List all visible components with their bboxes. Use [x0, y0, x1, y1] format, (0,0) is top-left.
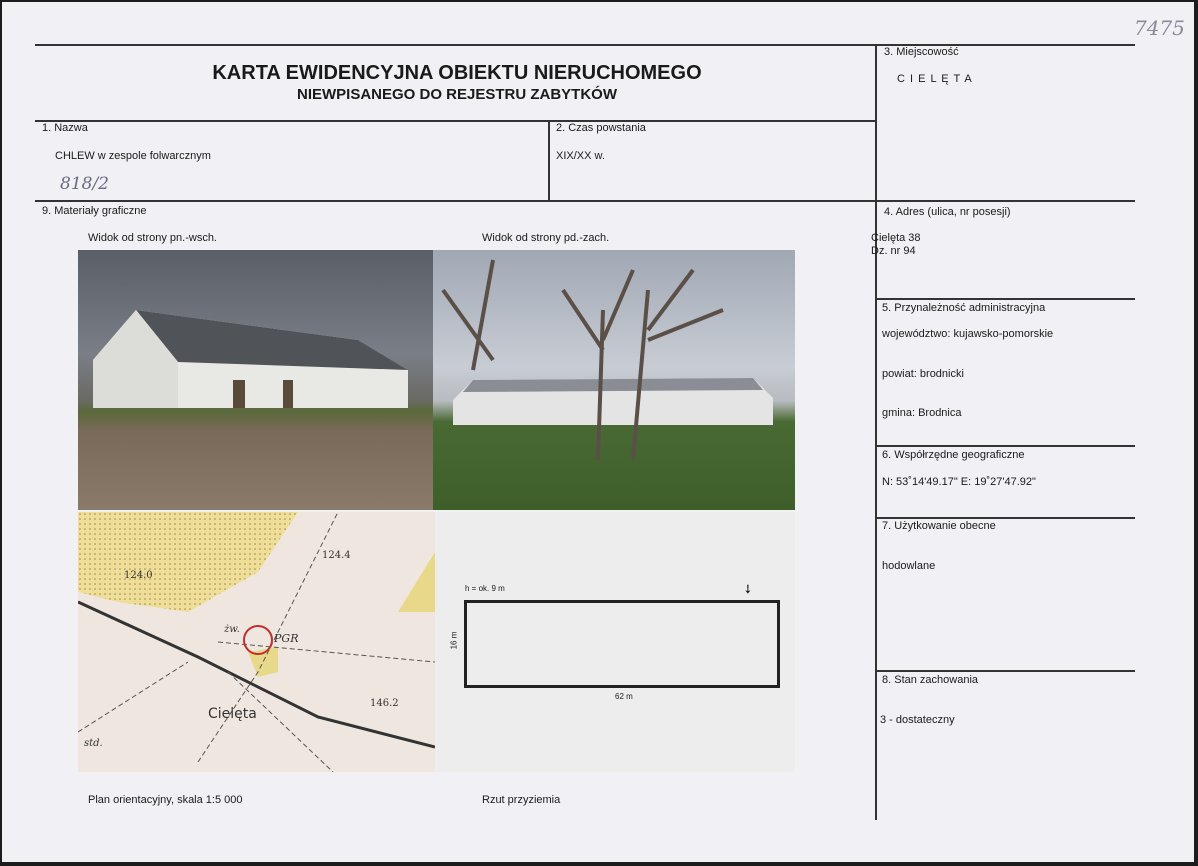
divider: [875, 445, 1135, 447]
plan-outline: [464, 600, 780, 688]
plan-height-note: h = ok. 9 m: [465, 584, 505, 593]
value-stan: 3 - dostateczny: [880, 714, 955, 726]
divider: [35, 44, 1135, 46]
divider: [875, 517, 1135, 519]
value-adres-2: Dz. nr 94: [871, 245, 916, 257]
page-title: KARTA EWIDENCYJNA OBIEKTU NIERUCHOMEGO: [212, 62, 702, 84]
handwritten-note: 818/2: [60, 174, 109, 194]
value-gmina: gmina: Brodnica: [882, 407, 962, 419]
photo-north-east-view: [78, 250, 433, 510]
value-powiat: powiat: brodnicki: [882, 368, 964, 380]
map-label: 146.2: [370, 698, 399, 709]
map-label: Cielęta: [208, 706, 257, 722]
value-wojewodztwo: województwo: kujawsko-pomorskie: [882, 328, 1054, 340]
page-subtitle: NIEWPISANEGO DO REJESTRU ZABYTKÓW: [296, 86, 618, 103]
caption-map: Plan orientacyjny, skala 1:5 000: [88, 794, 243, 806]
divider: [875, 44, 877, 820]
map-label: 124.4: [322, 550, 351, 561]
label-miejscowosc: 3. Miejscowość: [884, 46, 959, 58]
caption-photo-2: Widok od strony pd.-zach.: [482, 232, 610, 244]
handwritten-inventory-number: 7475: [1134, 16, 1185, 40]
record-card: [2, 2, 1194, 862]
plan-width-label: 16 m: [449, 631, 459, 650]
value-adres-1: Cielęta 38: [871, 232, 921, 244]
divider: [875, 670, 1135, 672]
label-wspolrzedne: 6. Współrzędne geograficzne: [882, 449, 1025, 461]
value-czas: XIX/XX w.: [556, 150, 605, 162]
entrance-arrow-icon: ➘: [739, 580, 757, 598]
label-uzytkowanie: 7. Użytkowanie obecne: [882, 520, 996, 532]
label-nazwa: 1. Nazwa: [42, 122, 88, 134]
divider: [875, 298, 1135, 300]
orientation-map: [78, 512, 435, 772]
label-materialy: 9. Materiały graficzne: [42, 205, 147, 217]
map-label: PGR: [274, 632, 299, 645]
map-label: 124.0: [124, 570, 153, 581]
plan-length-label: 62 m: [615, 692, 633, 701]
caption-plan: Rzut przyziemia: [482, 794, 561, 806]
photo-south-west-view: [433, 250, 795, 510]
label-adres: 4. Adres (ulica, nr posesji): [884, 206, 1011, 218]
value-wspolrzedne: N: 53˚14'49.17" E: 19˚27'47.92": [882, 476, 1036, 488]
divider: [35, 120, 875, 122]
ground-floor-plan: [435, 512, 795, 772]
value-nazwa: CHLEW w zespole folwarcznym: [55, 150, 211, 162]
value-uzytkowanie: hodowlane: [882, 560, 936, 572]
divider: [35, 200, 1135, 202]
map-label: std.: [84, 738, 103, 749]
map-label: żw.: [224, 624, 240, 635]
label-stan: 8. Stan zachowania: [882, 674, 979, 686]
value-miejscowosc: C I E L Ę T A: [897, 73, 973, 85]
label-czas: 2. Czas powstania: [556, 122, 646, 134]
label-przynaleznosc: 5. Przynależność administracyjna: [882, 302, 1046, 314]
caption-photo-1: Widok od strony pn.-wsch.: [88, 232, 217, 244]
divider: [548, 120, 550, 200]
